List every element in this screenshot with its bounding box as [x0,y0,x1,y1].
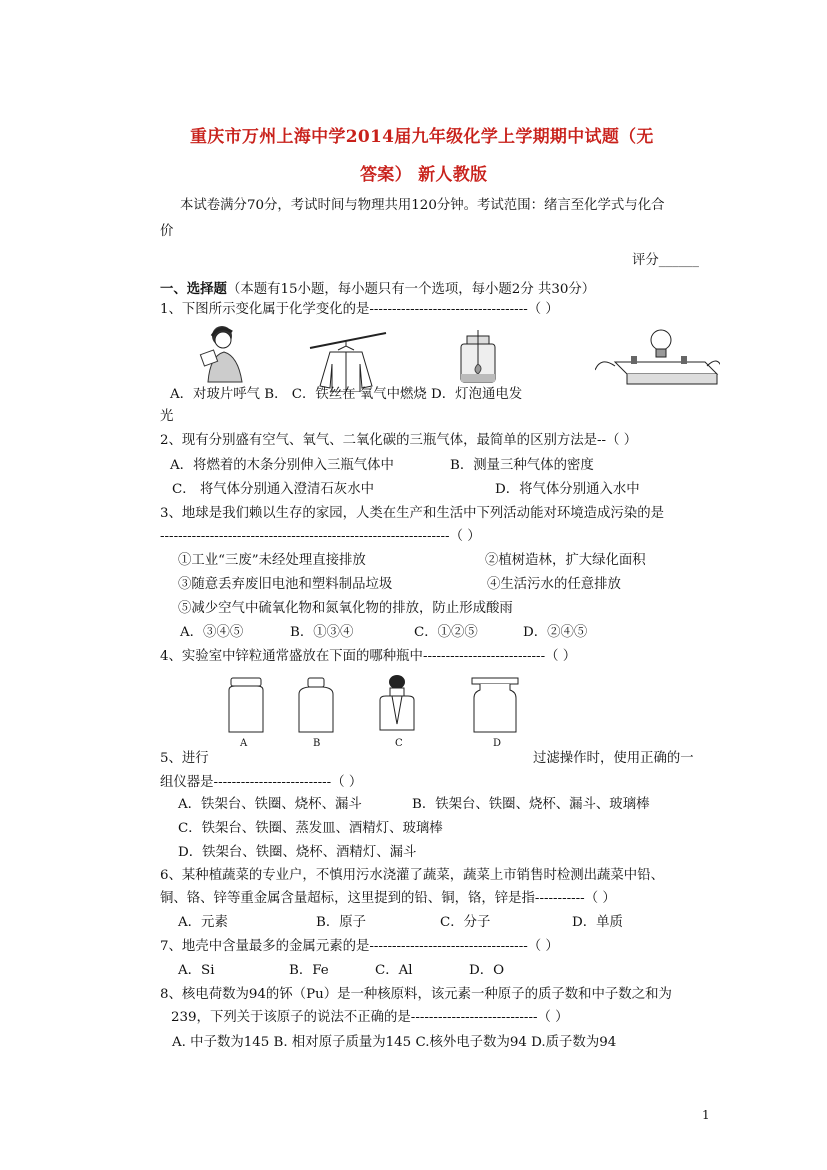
girl-breathing-image [190,322,250,384]
bottle-label-b: B [313,738,321,749]
intro-line-1: 本试卷满分70分，考试时间与物理共用120分钟。考试范围：绪言至化学式与化合 [180,198,665,213]
coat-on-hanger-image [308,330,388,392]
q3-option-c: C．①②⑤ [414,625,478,640]
q3-option-a: A．③④⑤ [180,625,244,640]
q6-option-c: C．分子 [440,915,491,930]
section-desc: （本题有15小题，每小题只有一个选项，每小题2分 共30分） [226,282,596,297]
q7-option-a: A．Si [178,963,215,978]
q5-option-d: D．铁架台、铁圈、烧杯、酒精灯、漏斗 [178,845,417,860]
q5-option-b: B．铁架台、铁圈、烧杯、漏斗、玻璃棒 [412,797,650,812]
q1-options: A．对玻片呼气 B． C．铁丝在 氧气中燃烧 D．灯泡通电发 [170,387,523,402]
q5-stem-cont: 组仪器是--------------------------（ ） [160,775,363,790]
q2-option-d: D．将气体分别通入水中 [495,482,640,497]
q8-options: A. 中子数为145 B. 相对原子质量为145 C.核外电子数为94 D.质子数为94 [172,1035,617,1050]
iron-wire-burning-image [455,326,501,386]
q7-option-c: C．Al [375,963,413,978]
title-line-2: 答案） 新人教版 [360,165,488,185]
narrow-mouth-bottle-image [295,676,337,738]
score-field: 评分______ [632,253,699,268]
q2-option-b: B．测量三种气体的密度 [450,458,594,473]
wide-mouth-bottle-image [225,676,267,738]
q7-stem: 7、地壳中含量最多的金属元素的是-----------------------------------（ ） [160,939,559,954]
intro-line-2: 价 [160,224,174,239]
q7-option-b: B．Fe [289,963,329,978]
bottle-label-a: A [240,738,248,749]
gas-collecting-bottle-image [470,676,520,738]
q6-option-b: B．原子 [316,915,367,930]
q2-option-c: C． 将气体分别通入澄清石灰水中 [172,482,374,497]
q3-item-5: ⑤减少空气中硫氧化物和氮氧化物的排放，防止形成酸雨 [178,601,513,616]
q5-stem-end: 过滤操作时，使用正确的一 [533,751,694,766]
q3-item-4: ④生活污水的任意排放 [487,577,621,592]
q5-option-a: A．铁架台、铁圈、烧杯、漏斗 [178,797,362,812]
q5-stem-start: 5、进行 [160,751,209,766]
q3-stem: 3、地球是我们赖以生存的家园，人类在生产和生活中下列活动能对环境造成污染的是 [160,506,664,521]
bottle-label-d: D [493,738,502,749]
q2-option-a: A．将燃着的木条分别伸入三瓶气体中 [170,458,394,473]
q6-option-d: D．单质 [572,915,623,930]
q3-item-2: ②植树造林，扩大绿化面积 [485,553,646,568]
q3-stem-cont: ----------------------------------------------------------------（ ） [160,529,481,544]
title-line-1: 重庆市万州上海中学2014届九年级化学上学期期中试题（无 [190,127,654,147]
q1-stem: 1、下图所示变化属于化学变化的是-----------------------------------（ ） [160,302,559,317]
q8-stem-line-2: 239，下列关于该原子的说法不正确的是----------------------------（ ） [171,1010,569,1025]
q3-item-3: ③随意丢弃废旧电池和塑料制品垃圾 [178,577,393,592]
q5-option-c: C．铁架台、铁圈、蒸发皿、酒精灯、玻璃棒 [178,821,443,836]
q4-stem: 4、实验室中锌粒通常盛放在下面的哪种瓶中---------------------------（ ） [160,649,577,664]
page-number: 1 [702,1108,710,1122]
q8-stem-line-1: 8、核电荷数为94的钚（Pu）是一种核原料，该元素一种原子的质子数和中子数之和为 [160,987,672,1002]
section-heading [160,280,595,299]
q7-option-d: D．O [469,963,505,978]
dropper-bottle-image [374,674,420,738]
q3-item-1: ①工业“三废”未经处理直接排放 [178,553,366,568]
q2-stem: 2、现有分别盛有空气、氧气、二氧化碳的三瓶气体，最简单的区别方法是--（ ） [160,433,638,448]
q3-option-d: D．②④⑤ [523,625,588,640]
section-title: 一、选择题 [160,281,227,297]
q6-option-a: A．元素 [178,915,228,930]
q3-option-b: B．①③④ [290,625,354,640]
q6-stem-line-2: 铜、铬、锌等重金属含量超标，这里提到的铅、铜，铬，锌是指-----------（ ） [160,891,616,906]
bottle-label-c: C [395,738,403,749]
q6-stem-line-1: 6、某种植蔬菜的专业户，不慎用污水浇灌了蔬菜，蔬菜上市销售时检测出蔬菜中铅、 [160,868,664,883]
q1-options-cont: 光 [160,409,174,424]
light-bulb-circuit-image [595,326,720,388]
